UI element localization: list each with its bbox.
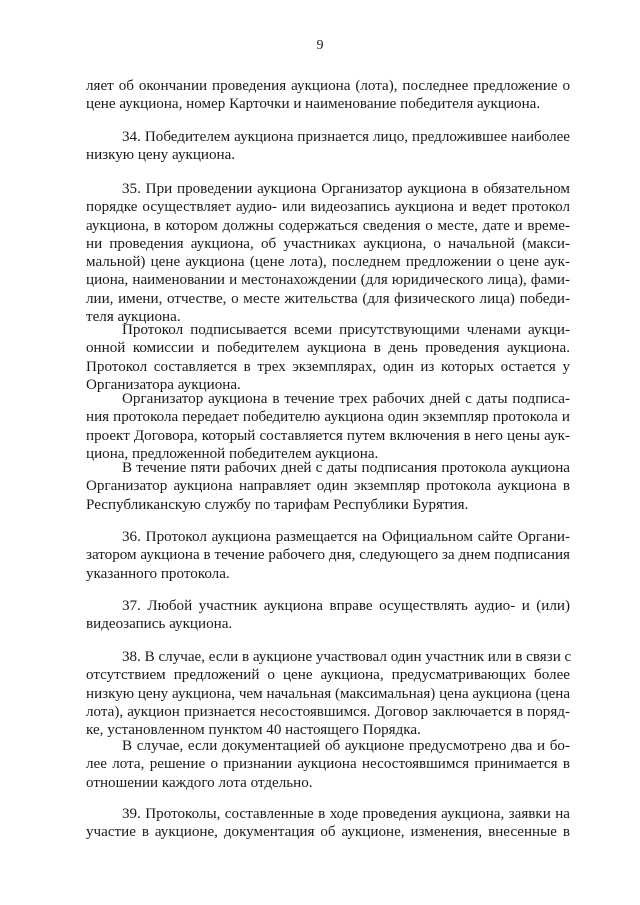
text-line: порядке осуществляет аудио- или видеозапись аукциона и ведет протокол [86, 199, 570, 216]
text-line: мальной) цене аукциона (цене лота), последнем предложении о цене аук- [86, 254, 570, 271]
paragraph [86, 737, 570, 792]
text-line: отсутствием предложений о цене аукциона, предусматривающих более [86, 667, 570, 684]
paragraph [86, 390, 570, 463]
text-line: ни проведения аукциона, об участниках аукциона, о начальной (макси- [86, 235, 570, 252]
text-line: ляет об окончании проведения аукциона (лота), последнее предложение о [86, 78, 570, 94]
text-line: В случае, если документацией об аукционе предусмотрено два и бо- [122, 738, 570, 754]
text-line: циона, наименовании и местонахождении (для юридического лица), фами- [86, 272, 570, 289]
text-line: Протокол подписывается всеми присутствующими членами аукци- [122, 322, 570, 338]
text-line: циона, предложенной победителем аукциона. [86, 445, 379, 462]
paragraph [86, 597, 570, 634]
text-line: 36. Протокол аукциона размещается на Официальном сайте Органи- [122, 529, 570, 545]
text-line: 34. Победителем аукциона признается лицо, предложившее наиболее [122, 129, 570, 145]
paragraph [86, 180, 570, 326]
paragraph [86, 528, 570, 583]
text-line: лота), аукцион признается несостоявшимся. Договор заключается в поряд- [86, 703, 570, 720]
text-line: указанного протокола. [86, 565, 230, 582]
text-line: 35. При проведении аукциона Организатор аукциона в обязательном [122, 181, 570, 197]
text-line: участие в аукционе, документация об аукционе, изменения, внесенные в [86, 824, 570, 841]
text-line: теля аукциона. [86, 309, 181, 326]
text-line: 37. Любой участник аукциона вправе осуществлять аудио- и (или) [122, 598, 570, 614]
text-line: проект Договора, который составляется путем включения в него цены аук- [86, 427, 570, 444]
text-line: затором аукциона в течение рабочего дня, следующего за днем подписания [86, 547, 570, 564]
text-line: 39. Протоколы, составленные в ходе проведения аукциона, заявки на [122, 806, 570, 822]
paragraph [86, 128, 570, 165]
text-line: Организатора аукциона. [86, 376, 241, 393]
text-line: Республиканскую службу по тарифам Республики Бурятия. [86, 496, 469, 513]
text-line: Организатор аукциона направляет один экземпляр протокола аукциона в [86, 478, 570, 495]
text-line: низкую цену аукциона, чем начальная (максимальная) цена аукциона (цена [86, 685, 571, 702]
text-line: ке, установленном пунктом 40 настоящего Порядка. [86, 722, 421, 739]
text-line: 38. В случае, если в аукционе участвовал один участник или в связи с [122, 649, 572, 665]
text-line: онной комиссии и победителем аукциона в день проведения аукциона. [86, 340, 570, 357]
text-line: аукциона, в котором должны содержаться сведения о месте, дате и време- [86, 217, 570, 234]
text-line: цене аукциона, номер Карточки и наименование победителя аукциона. [86, 96, 541, 113]
paragraph [86, 321, 570, 394]
text-line: низкую цену аукциона. [86, 147, 236, 164]
page-number: 9 [316, 38, 324, 53]
text-line: Организатор аукциона в течение трех рабочих дней с даты подписа- [122, 391, 570, 407]
paragraph [86, 459, 570, 514]
text-line: Протокол составляется в трех экземплярах, один из которых остается у [86, 358, 570, 375]
text-line: ния протокола передает победителю аукциона один экземпляр протокола и [86, 409, 570, 426]
paragraph [86, 77, 570, 114]
paragraph [86, 805, 570, 842]
paragraph [86, 648, 570, 739]
text-line: лии, имени, отчестве, о месте жительства (для физического лица) победи- [86, 290, 570, 307]
text-line: отношении каждого лота отдельно. [86, 774, 313, 791]
text-line: лее лота, решение о признании аукциона несостоявшимся принимается в [86, 756, 570, 773]
text-line: В течение пяти рабочих дней с даты подписания протокола аукциона [122, 460, 570, 476]
text-line: видеозапись аукциона. [86, 616, 233, 633]
